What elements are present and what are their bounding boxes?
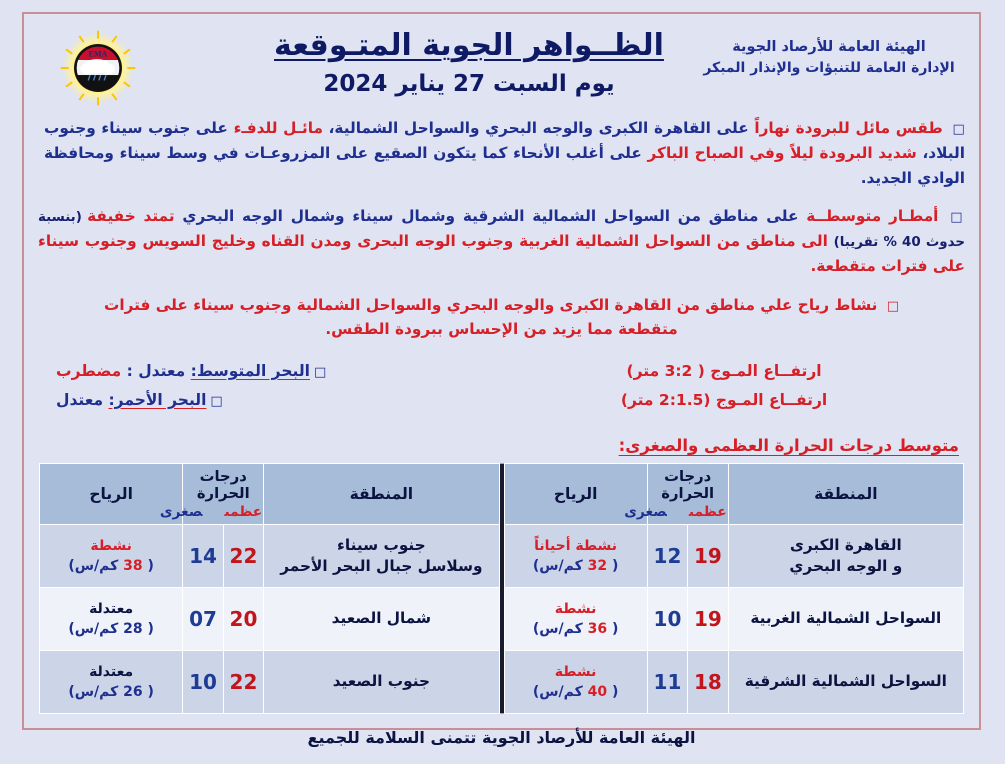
wind-cell: نشطة ( 36 كم/س): [504, 588, 647, 651]
table-header-row: [40, 464, 964, 525]
max-temp-cell: 22: [223, 651, 263, 714]
p2-probability-note: (بنسبة حدوث 40 % تقريبا): [38, 210, 965, 251]
region-cell: [264, 651, 499, 714]
min-temp-cell: 10: [647, 588, 687, 651]
redsea-label: البحر الأحمر:: [108, 390, 207, 409]
header-region-left: المنطقة: [264, 464, 499, 525]
p2-seg1: أمطـار متوسطــة: [806, 207, 939, 226]
forecast-date: يوم السبت 27 يناير 2024: [323, 71, 615, 97]
wind-description: نشطة: [554, 663, 597, 680]
min-temp-cell: 12: [647, 525, 687, 588]
region-cell: [728, 525, 963, 588]
region-line1: القاهرة الكبرى: [789, 535, 902, 554]
header-region-right: المنطقة: [728, 464, 963, 525]
mediterranean-wave: [513, 362, 965, 380]
p1-seg1: طقس مائل للبرودة نهاراً: [754, 119, 943, 137]
wind-cell: نشطة ( 38 كم/س): [40, 525, 183, 588]
min-temp-cell: 11: [647, 651, 687, 714]
wind-description: نشطة أحياناً: [534, 537, 618, 554]
region-line1: السواحل الشمالية الشرقية: [744, 672, 947, 691]
wind-cell: نشطة أحياناً ( 32 كم/س): [504, 525, 647, 588]
wind-cell: نشطة ( 40 كم/س): [504, 651, 647, 714]
wind-speed-unit: كم/س: [539, 621, 583, 638]
mediterranean-label: البحر المتوسط:: [190, 361, 310, 380]
bullet-icon: □: [886, 298, 900, 314]
wind-description: نشطة: [90, 537, 132, 554]
wind-description: معتدلة: [89, 663, 134, 680]
sea-row-mediterranean: [38, 356, 965, 385]
wind-speed-unit: كم/س: [539, 558, 583, 575]
header-temps-label-left: درجات الحرارة: [196, 468, 250, 503]
header-max-left: عظمى: [224, 504, 263, 521]
document-header: [24, 14, 979, 110]
min-temp-cell: 07: [183, 588, 223, 651]
ema-logo-icon: [52, 28, 144, 108]
header-min-left: صغرى: [159, 504, 203, 521]
sea-row-redsea: [38, 385, 965, 414]
p2-seg5: الى مناطق من السواحل الشمالية الغربية وجنوب الوجه البحرى ومدن القناه وخليج السويس وجنوب سيناء على فترات متقطعة.: [38, 232, 965, 275]
header-min-right: صغرى: [624, 504, 667, 521]
p1-seg5: شديد البرودة ليلاً وفي الصباح الباكر: [647, 143, 917, 162]
p2-seg3: تمتد خفيفة: [87, 207, 175, 226]
table-header: [40, 464, 964, 525]
wind-speed-unit: كم/س: [74, 621, 119, 638]
p3-seg1: نشاط رياح علي مناطق من القاهرة الكبرى والوجه البحري والسواحل الشمالية وجنوب سيناء على فترات متقطعة: [103, 295, 878, 339]
table-body: [40, 525, 964, 714]
mediterranean-wave-value: ( 3:2 متر): [626, 361, 705, 380]
region-line1: شمال الصعيد: [331, 609, 432, 628]
temperature-table: [39, 463, 964, 714]
mediterranean-state-rough: مضطرب: [56, 361, 122, 380]
min-temp-cell: 14: [183, 525, 223, 588]
region-line1: جنوب الصعيد: [332, 672, 431, 691]
row-divider: [499, 651, 504, 714]
organization-department: الإدارة العامة للتنبؤات والإنذار المبكر: [703, 60, 955, 77]
region-cell: [264, 588, 499, 651]
header-wind-left: الرياح: [40, 464, 183, 525]
header-max-right: عظمى: [688, 504, 727, 521]
max-temp-cell: 18: [688, 651, 728, 714]
header-temps-left: [159, 464, 264, 525]
bullet-icon: □: [950, 210, 966, 226]
table-row: [40, 651, 964, 714]
region-cell: [728, 651, 963, 714]
ema-logo-text: EMA: [88, 49, 108, 59]
wind-speed-value: 32: [587, 558, 608, 575]
forecast-body: [24, 116, 979, 342]
wind-speed-value: 26: [123, 684, 143, 701]
wind-speed-value: 40: [587, 684, 608, 701]
wind-speed-value: 36: [587, 621, 608, 638]
header-temps-label-right: درجات الحرارة: [661, 468, 715, 503]
redsea-state: معتدل: [56, 390, 104, 409]
organization-block: [689, 36, 969, 80]
table-center-divider: [499, 464, 504, 525]
wind-cell: معتدلة ( 28 كم/س): [40, 588, 183, 651]
redsea-wave-label: ارتفــاع المـوج: [715, 390, 828, 409]
forecast-paragraph-temperature: [38, 116, 965, 190]
document-frame: [22, 12, 981, 748]
header-wind-right: الرياح: [504, 464, 647, 525]
document-footer: الهيئة العامة للأرصاد الجوية تتمنى السلامة للجميع: [307, 728, 696, 748]
region-cell: [728, 588, 963, 651]
wind-speed-unit: كم/س: [74, 558, 119, 575]
header-temps-right: [624, 464, 728, 525]
p3-seg2: مما يزيد من الإحساس ببرودة الطقس.: [325, 320, 613, 339]
p1-seg3: مائـل للدفـء: [233, 119, 323, 137]
max-temp-cell: 19: [688, 588, 728, 651]
region-line2: و الوجه البحري: [789, 557, 903, 576]
bullet-icon: □: [210, 393, 223, 409]
region-cell: [264, 525, 499, 588]
page-title: الظــواهر الجوية المتـوقعة: [274, 28, 664, 63]
region-line2: وسلاسل جبال البحر الأحمر: [280, 557, 483, 576]
region-line1: جنوب سيناء: [337, 535, 426, 554]
temperature-table-title: متوسط درجات الحرارة العظمى والصغرى:: [618, 436, 959, 456]
sea-conditions-section: [24, 356, 979, 418]
bullet-icon: □: [313, 364, 327, 380]
p1-seg2: على القاهرة الكبرى والوجه البحري والسواحل الشمالية،: [328, 119, 749, 137]
ema-logo: [52, 28, 144, 108]
p2-seg2: على مناطق من السواحل الشمالية الشرقية وشمال سيناء وشمال الوجه البحري: [182, 207, 799, 226]
organization-name: الهيئة العامة للأرصاد الجوية: [732, 39, 926, 55]
redsea-wave: [513, 391, 965, 409]
table-row: [40, 588, 964, 651]
p1-seg4: على جنوب سيناء وجنوب البلاد،: [44, 119, 965, 162]
wind-cell: معتدلة ( 26 كم/س): [40, 651, 183, 714]
wind-speed-unit: كم/س: [74, 684, 119, 701]
row-divider: [499, 588, 504, 651]
region-line1: السواحل الشمالية الغربية: [750, 609, 942, 628]
table-row: [40, 525, 964, 588]
p1-seg6: على أغلب الأنحاء كما يتكون الصقيع على المزروعـات في وسط سيناء ومحافظة الوادي الجديد.: [44, 143, 965, 187]
max-temp-cell: 20: [223, 588, 263, 651]
min-temp-cell: 10: [183, 651, 223, 714]
forecast-paragraph-rain: [38, 204, 965, 278]
wind-description: نشطة: [554, 600, 597, 617]
redsea-wave-value: (2:1.5 متر): [620, 390, 711, 409]
mediterranean-state-moderate: معتدل :: [126, 361, 186, 380]
forecast-paragraph-wind: [38, 293, 965, 343]
wind-description: معتدلة: [89, 600, 134, 617]
bullet-icon: □: [952, 122, 966, 137]
wind-speed-value: 38: [123, 558, 143, 575]
wind-speed-value: 28: [123, 621, 143, 638]
mediterranean-wave-label: ارتفــاع المـوج: [710, 361, 822, 380]
row-divider: [499, 525, 504, 588]
max-temp-cell: 22: [223, 525, 263, 588]
wind-speed-unit: كم/س: [539, 684, 583, 701]
max-temp-cell: 19: [688, 525, 728, 588]
title-block: [259, 28, 679, 97]
